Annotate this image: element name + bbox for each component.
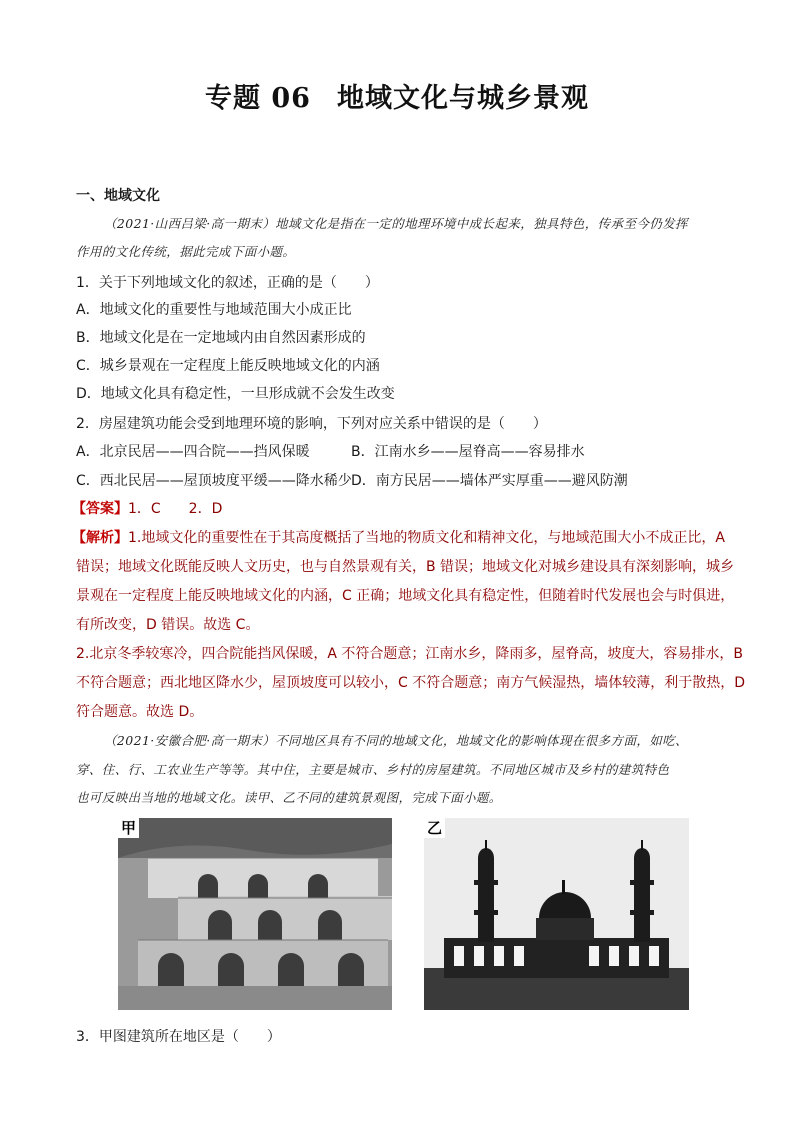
q2-option-d: D．南方民居——墙体严实厚重——避风防潮 bbox=[351, 473, 628, 489]
q1-option-c: C．城乡景观在一定程度上能反映地域文化的内涵 bbox=[76, 358, 380, 374]
analysis-line3: 景观在一定程度上能反映地域文化的内涵，C 正确；地域文化具有稳定性，但随着时代发展也会与时俱进， bbox=[76, 588, 735, 604]
intro1-line2: 作用的文化传统，据此完成下面小题。 bbox=[76, 244, 296, 259]
analysis-line2: 错误；地域文化既能反映人文历史，也与自然景观有关，B 错误；地域文化对城乡建设具有深刻影响，城乡 bbox=[76, 559, 735, 575]
q2-stem: 2．房屋建筑功能会受到地理环境的影响，下列对应关系中错误的是（ ） bbox=[76, 416, 547, 432]
analysis-line1: 【解析】1.地域文化的重要性在于其高度概括了当地的物质文化和精神文化，与地域范围大小不成正比，A bbox=[72, 530, 725, 546]
page-title: 专题 06 地域文化与城乡景观 bbox=[205, 83, 589, 114]
q3-stem: 3．甲图建筑所在地区是（ ） bbox=[76, 1029, 281, 1045]
photo-mosque bbox=[424, 818, 689, 1010]
q2-option-c: C．西北民居——屋顶坡度平缓——降水稀少 bbox=[76, 473, 352, 489]
q1-option-a: A．地域文化的重要性与地域范围大小成正比 bbox=[76, 302, 352, 318]
q1-stem: 1．关于下列地域文化的叙述，正确的是（ ） bbox=[76, 275, 379, 291]
analysis-line6: 不符合题意；西北地区降水少，屋顶坡度可以较小，C 不符合题意；南方气候湿热，墙体较薄，利于散热，D bbox=[76, 675, 746, 691]
analysis-line7: 符合题意。故选 D。 bbox=[76, 704, 204, 720]
q2-option-b: B．江南水乡——屋脊高——容易排水 bbox=[351, 444, 585, 460]
answer-line: 【答案】1．C 2．D bbox=[72, 501, 223, 517]
intro2-line3: 也可反映出当地的地域文化。读甲、乙不同的建筑景观图，完成下面小题。 bbox=[76, 790, 502, 805]
q1-option-d: D．地域文化具有稳定性，一旦形成就不会发生改变 bbox=[76, 386, 395, 402]
photo-cave-dwellings bbox=[118, 818, 392, 1010]
q1-option-b: B．地域文化是在一定地域内由自然因素形成的 bbox=[76, 330, 366, 346]
analysis-line5: 2.北京冬季较寒冷，四合院能挡风保暖，A 不符合题意；江南水乡，降雨多，屋脊高，坡度大，容易排水，B bbox=[76, 646, 743, 662]
intro2-line2: 穿、住、行、工农业生产等等。其中住，主要是城市、乡村的房屋建筑。不同地区城市及乡村的建筑特色 bbox=[76, 762, 670, 777]
intro1-line1: （2021·山西吕梁·高一期末）地域文化是指在一定的地理环境中成长起来，独具特色，传承至今仍发挥 bbox=[104, 216, 688, 231]
photo-label-jia: 甲 bbox=[118, 818, 139, 838]
analysis-line4: 有所改变，D 错误。故选 C。 bbox=[76, 617, 260, 633]
section-heading: 一、地域文化 bbox=[76, 188, 160, 204]
photo-label-yi: 乙 bbox=[424, 818, 445, 838]
q2-option-a: A．北京民居——四合院——挡风保暖 bbox=[76, 444, 310, 460]
intro2-line1: （2021·安徽合肥·高一期末）不同地区具有不同的地域文化，地域文化的影响体现在很多方面，如吃、 bbox=[104, 733, 688, 748]
